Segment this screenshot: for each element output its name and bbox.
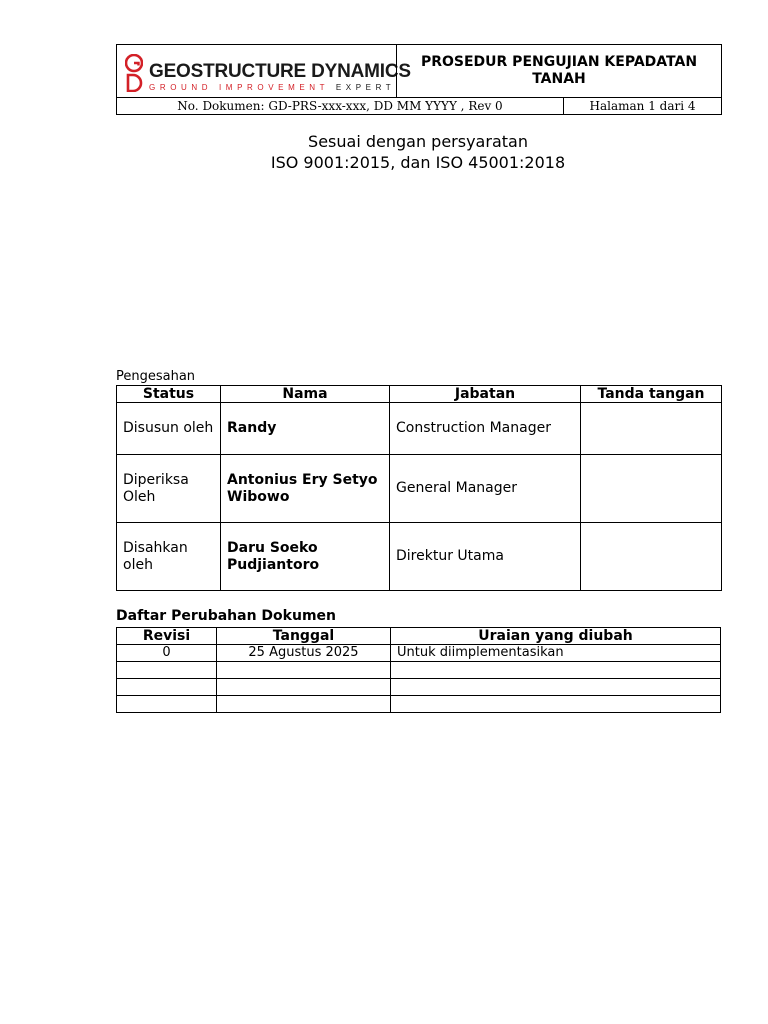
changes-uraian	[391, 662, 721, 679]
approval-jabatan: Direktur Utama	[390, 523, 581, 591]
document-number: No. Dokumen: GD-PRS-xxx-xxx, DD MM YYYY , Rev 0	[116, 97, 563, 115]
header-jabatan: Jabatan	[390, 386, 581, 403]
changes-revisi: 0	[117, 645, 217, 662]
changes-uraian: Untuk diimplementasikan	[391, 645, 721, 662]
changes-revisi	[117, 696, 217, 713]
signature-cell[interactable]	[581, 403, 722, 455]
signature-cell[interactable]	[581, 455, 722, 523]
changes-table	[116, 627, 721, 713]
header-tanda-tangan: Tanda tangan	[581, 386, 722, 403]
company-tagline-red: GROUND IMPROVEMENT	[149, 83, 329, 92]
approval-status: Disahkan oleh	[117, 523, 221, 591]
changes-header-row	[117, 628, 721, 645]
changes-title: Daftar Perubahan Dokumen	[116, 608, 336, 624]
approval-status: Disusun oleh	[117, 403, 221, 455]
changes-revisi	[117, 679, 217, 696]
approval-status: Diperiksa Oleh	[117, 455, 221, 523]
approval-row	[117, 455, 722, 523]
header-uraian: Uraian yang diubah	[391, 628, 721, 645]
changes-row	[117, 679, 721, 696]
compliance-line-1: Sesuai dengan persyaratan	[308, 132, 528, 151]
document-title: PROSEDUR PENGUJIAN KEPADATAN TANAH	[396, 44, 722, 98]
approval-nama: Antonius Ery Setyo Wibowo	[221, 455, 390, 523]
changes-uraian	[391, 696, 721, 713]
header-nama: Nama	[221, 386, 390, 403]
header-tanggal: Tanggal	[217, 628, 391, 645]
company-name: GEOSTRUCTURE DYNAMICS	[149, 61, 411, 82]
company-logo-cell	[116, 44, 411, 98]
company-tagline-black: EXPERT	[335, 83, 396, 92]
approval-header-row	[117, 386, 722, 403]
approval-jabatan: General Manager	[390, 455, 581, 523]
page-indicator: Halaman 1 dari 4	[563, 97, 722, 115]
company-logo-mark-icon	[125, 54, 143, 92]
approval-nama: Daru Soeko Pudjiantoro	[221, 523, 390, 591]
changes-row	[117, 696, 721, 713]
header-status: Status	[117, 386, 221, 403]
changes-tanggal: 25 Agustus 2025	[217, 645, 391, 662]
company-tagline	[149, 83, 395, 92]
compliance-line-2: ISO 9001:2015, dan ISO 45001:2018	[270, 153, 566, 172]
changes-tanggal	[217, 696, 391, 713]
signature-cell[interactable]	[581, 523, 722, 591]
changes-tanggal	[217, 662, 391, 679]
approval-label: Pengesahan	[116, 369, 196, 384]
changes-tanggal	[217, 679, 391, 696]
changes-row	[117, 645, 721, 662]
approval-table	[116, 385, 722, 591]
approval-jabatan: Construction Manager	[390, 403, 581, 455]
approval-row	[117, 523, 722, 591]
approval-nama: Randy	[221, 403, 390, 455]
header-revisi: Revisi	[117, 628, 217, 645]
changes-revisi	[117, 662, 217, 679]
changes-row	[117, 662, 721, 679]
changes-uraian	[391, 679, 721, 696]
approval-row	[117, 403, 722, 455]
